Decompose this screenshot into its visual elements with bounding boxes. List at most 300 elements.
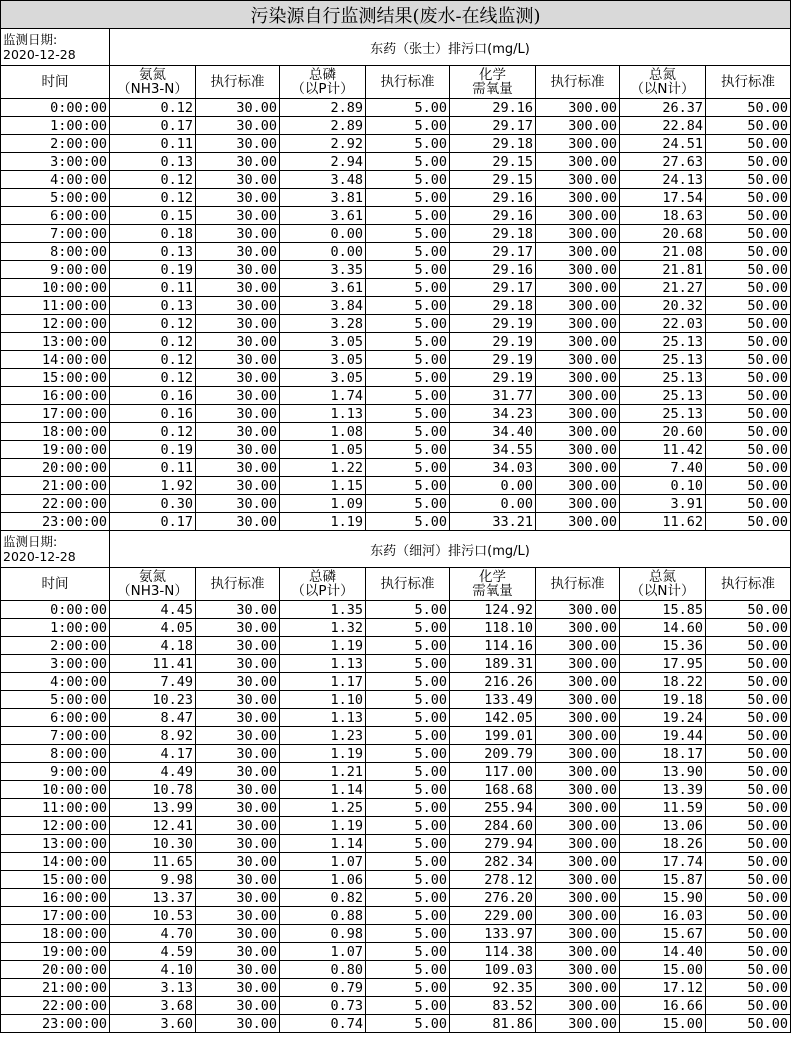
- value-cell: 142.05: [450, 709, 536, 727]
- value-cell: 5.00: [366, 441, 450, 459]
- value-cell: 300.00: [536, 997, 620, 1015]
- column-header-row: [1, 66, 791, 99]
- value-cell: 300.00: [536, 225, 620, 243]
- value-cell: 300.00: [536, 117, 620, 135]
- value-cell: 5.00: [366, 727, 450, 745]
- table-row: [1, 423, 791, 441]
- value-cell: 5.00: [366, 997, 450, 1015]
- value-cell: 5.00: [366, 279, 450, 297]
- time-cell: 7:00:00: [1, 225, 110, 243]
- value-cell: 4.59: [110, 943, 196, 961]
- value-cell: 168.68: [450, 781, 536, 799]
- value-cell: 0.19: [110, 261, 196, 279]
- value-cell: 0.12: [110, 333, 196, 351]
- value-cell: 30.00: [196, 117, 280, 135]
- table-row: [1, 441, 791, 459]
- time-cell: 19:00:00: [1, 441, 110, 459]
- table-row: [1, 925, 791, 943]
- section-header-row: [1, 29, 791, 66]
- value-cell: 50.00: [706, 423, 791, 441]
- table-row: [1, 835, 791, 853]
- value-cell: 21.27: [620, 279, 706, 297]
- table-row: [1, 781, 791, 799]
- table-row: [1, 279, 791, 297]
- value-cell: 50.00: [706, 225, 791, 243]
- value-cell: 3.48: [280, 171, 366, 189]
- value-cell: 5.00: [366, 907, 450, 925]
- value-cell: 0.11: [110, 459, 196, 477]
- value-cell: 21.81: [620, 261, 706, 279]
- table-row: [1, 315, 791, 333]
- table-row: [1, 207, 791, 225]
- time-cell: 18:00:00: [1, 423, 110, 441]
- table-row: [1, 673, 791, 691]
- time-cell: 22:00:00: [1, 997, 110, 1015]
- table-row: [1, 369, 791, 387]
- value-cell: 300.00: [536, 763, 620, 781]
- value-cell: 1.07: [280, 943, 366, 961]
- value-cell: 4.10: [110, 961, 196, 979]
- value-cell: 4.18: [110, 637, 196, 655]
- value-cell: 0.12: [110, 351, 196, 369]
- time-cell: 5:00:00: [1, 691, 110, 709]
- value-cell: 17.95: [620, 655, 706, 673]
- time-cell: 9:00:00: [1, 261, 110, 279]
- value-cell: 1.10: [280, 691, 366, 709]
- value-cell: 0.19: [110, 441, 196, 459]
- value-cell: 7.40: [620, 459, 706, 477]
- value-cell: 5.00: [366, 853, 450, 871]
- value-cell: 14.40: [620, 943, 706, 961]
- value-cell: 18.26: [620, 835, 706, 853]
- value-cell: 0.00: [450, 495, 536, 513]
- time-cell: 14:00:00: [1, 853, 110, 871]
- table-row: [1, 871, 791, 889]
- value-cell: 30.00: [196, 423, 280, 441]
- value-cell: 278.12: [450, 871, 536, 889]
- time-cell: 21:00:00: [1, 979, 110, 997]
- time-cell: 23:00:00: [1, 513, 110, 531]
- value-cell: 30.00: [196, 997, 280, 1015]
- value-cell: 284.60: [450, 817, 536, 835]
- time-cell: 6:00:00: [1, 207, 110, 225]
- value-cell: 17.12: [620, 979, 706, 997]
- value-cell: 300.00: [536, 979, 620, 997]
- value-cell: 282.34: [450, 853, 536, 871]
- table-row: [1, 297, 791, 315]
- value-cell: 50.00: [706, 817, 791, 835]
- column-header: 执行标准: [196, 66, 280, 99]
- value-cell: 24.13: [620, 171, 706, 189]
- value-cell: 50.00: [706, 315, 791, 333]
- value-cell: 0.16: [110, 405, 196, 423]
- time-cell: 23:00:00: [1, 1015, 110, 1033]
- value-cell: 5.00: [366, 315, 450, 333]
- value-cell: 0.17: [110, 117, 196, 135]
- value-cell: 0.16: [110, 387, 196, 405]
- value-cell: 300.00: [536, 423, 620, 441]
- value-cell: 5.00: [366, 655, 450, 673]
- value-cell: 300.00: [536, 799, 620, 817]
- value-cell: 300.00: [536, 351, 620, 369]
- value-cell: 0.12: [110, 189, 196, 207]
- table-row: [1, 961, 791, 979]
- value-cell: 50.00: [706, 907, 791, 925]
- value-cell: 5.00: [366, 99, 450, 117]
- value-cell: 50.00: [706, 727, 791, 745]
- time-cell: 12:00:00: [1, 817, 110, 835]
- value-cell: 30.00: [196, 459, 280, 477]
- table-row: [1, 99, 791, 117]
- value-cell: 30.00: [196, 655, 280, 673]
- value-cell: 30.00: [196, 243, 280, 261]
- value-cell: 5.00: [366, 171, 450, 189]
- value-cell: 300.00: [536, 619, 620, 637]
- value-cell: 18.22: [620, 673, 706, 691]
- value-cell: 5.00: [366, 207, 450, 225]
- value-cell: 29.18: [450, 135, 536, 153]
- value-cell: 4.05: [110, 619, 196, 637]
- value-cell: 81.86: [450, 1015, 536, 1033]
- value-cell: 11.41: [110, 655, 196, 673]
- value-cell: 300.00: [536, 871, 620, 889]
- value-cell: 15.87: [620, 871, 706, 889]
- time-cell: 22:00:00: [1, 495, 110, 513]
- table-row: [1, 853, 791, 871]
- table-row: [1, 333, 791, 351]
- value-cell: 300.00: [536, 459, 620, 477]
- value-cell: 5.00: [366, 871, 450, 889]
- table-row: [1, 817, 791, 835]
- value-cell: 50.00: [706, 709, 791, 727]
- value-cell: 30.00: [196, 925, 280, 943]
- value-cell: 1.13: [280, 655, 366, 673]
- value-cell: 5.00: [366, 477, 450, 495]
- value-cell: 5.00: [366, 405, 450, 423]
- value-cell: 30.00: [196, 889, 280, 907]
- value-cell: 255.94: [450, 799, 536, 817]
- value-cell: 300.00: [536, 387, 620, 405]
- value-cell: 199.01: [450, 727, 536, 745]
- value-cell: 0.88: [280, 907, 366, 925]
- value-cell: 15.85: [620, 601, 706, 619]
- value-cell: 300.00: [536, 243, 620, 261]
- value-cell: 22.84: [620, 117, 706, 135]
- value-cell: 29.17: [450, 279, 536, 297]
- table-row: [1, 117, 791, 135]
- value-cell: 0.00: [450, 477, 536, 495]
- value-cell: 13.37: [110, 889, 196, 907]
- table-row: [1, 709, 791, 727]
- table-row: [1, 225, 791, 243]
- value-cell: 50.00: [706, 117, 791, 135]
- value-cell: 50.00: [706, 495, 791, 513]
- time-cell: 7:00:00: [1, 727, 110, 745]
- value-cell: 300.00: [536, 513, 620, 531]
- value-cell: 4.17: [110, 745, 196, 763]
- value-cell: 0.00: [280, 243, 366, 261]
- value-cell: 5.00: [366, 495, 450, 513]
- value-cell: 30.00: [196, 799, 280, 817]
- value-cell: 300.00: [536, 207, 620, 225]
- value-cell: 2.94: [280, 153, 366, 171]
- value-cell: 1.92: [110, 477, 196, 495]
- value-cell: 300.00: [536, 99, 620, 117]
- value-cell: 50.00: [706, 297, 791, 315]
- value-cell: 0.18: [110, 225, 196, 243]
- value-cell: 25.13: [620, 333, 706, 351]
- value-cell: 29.17: [450, 117, 536, 135]
- time-cell: 20:00:00: [1, 961, 110, 979]
- value-cell: 50.00: [706, 889, 791, 907]
- value-cell: 3.35: [280, 261, 366, 279]
- outlet-name: 东药（张士）排污口(mg/L): [110, 29, 791, 66]
- column-header: 执行标准: [366, 568, 450, 601]
- value-cell: 300.00: [536, 655, 620, 673]
- date-label: 监测日期:: [3, 534, 58, 549]
- value-cell: 0.11: [110, 135, 196, 153]
- value-cell: 50.00: [706, 189, 791, 207]
- value-cell: 11.59: [620, 799, 706, 817]
- time-cell: 4:00:00: [1, 673, 110, 691]
- column-header: 执行标准: [706, 568, 791, 601]
- value-cell: 1.13: [280, 405, 366, 423]
- value-cell: 29.16: [450, 189, 536, 207]
- value-cell: 1.25: [280, 799, 366, 817]
- value-cell: 50.00: [706, 601, 791, 619]
- value-cell: 50.00: [706, 745, 791, 763]
- value-cell: 34.55: [450, 441, 536, 459]
- value-cell: 1.08: [280, 423, 366, 441]
- column-header: 执行标准: [366, 66, 450, 99]
- table-row: [1, 799, 791, 817]
- value-cell: 17.74: [620, 853, 706, 871]
- table-row: [1, 495, 791, 513]
- value-cell: 30.00: [196, 709, 280, 727]
- value-cell: 1.07: [280, 853, 366, 871]
- value-cell: 30.00: [196, 351, 280, 369]
- value-cell: 50.00: [706, 925, 791, 943]
- table-row: [1, 601, 791, 619]
- value-cell: 3.61: [280, 279, 366, 297]
- table-row: [1, 171, 791, 189]
- value-cell: 50.00: [706, 637, 791, 655]
- value-cell: 300.00: [536, 153, 620, 171]
- value-cell: 5.00: [366, 459, 450, 477]
- value-cell: 50.00: [706, 369, 791, 387]
- value-cell: 29.15: [450, 153, 536, 171]
- table-row: [1, 943, 791, 961]
- value-cell: 1.21: [280, 763, 366, 781]
- value-cell: 30.00: [196, 763, 280, 781]
- value-cell: 300.00: [536, 315, 620, 333]
- value-cell: 50.00: [706, 387, 791, 405]
- time-cell: 16:00:00: [1, 889, 110, 907]
- value-cell: 300.00: [536, 601, 620, 619]
- value-cell: 92.35: [450, 979, 536, 997]
- value-cell: 30.00: [196, 979, 280, 997]
- value-cell: 5.00: [366, 297, 450, 315]
- table-row: [1, 619, 791, 637]
- value-cell: 50.00: [706, 763, 791, 781]
- value-cell: 5.00: [366, 637, 450, 655]
- table-row: [1, 691, 791, 709]
- value-cell: 50.00: [706, 513, 791, 531]
- value-cell: 3.60: [110, 1015, 196, 1033]
- table-row: [1, 907, 791, 925]
- value-cell: 11.42: [620, 441, 706, 459]
- value-cell: 20.32: [620, 297, 706, 315]
- value-cell: 279.94: [450, 835, 536, 853]
- value-cell: 4.70: [110, 925, 196, 943]
- value-cell: 1.35: [280, 601, 366, 619]
- value-cell: 10.78: [110, 781, 196, 799]
- time-cell: 2:00:00: [1, 135, 110, 153]
- value-cell: 30.00: [196, 441, 280, 459]
- value-cell: 1.23: [280, 727, 366, 745]
- value-cell: 29.19: [450, 315, 536, 333]
- time-cell: 17:00:00: [1, 907, 110, 925]
- value-cell: 300.00: [536, 745, 620, 763]
- value-cell: 5.00: [366, 619, 450, 637]
- value-cell: 300.00: [536, 189, 620, 207]
- value-cell: 1.14: [280, 835, 366, 853]
- value-cell: 34.40: [450, 423, 536, 441]
- value-cell: 50.00: [706, 997, 791, 1015]
- value-cell: 3.05: [280, 333, 366, 351]
- value-cell: 30.00: [196, 513, 280, 531]
- value-cell: 27.63: [620, 153, 706, 171]
- time-cell: 3:00:00: [1, 153, 110, 171]
- value-cell: 30.00: [196, 279, 280, 297]
- value-cell: 1.05: [280, 441, 366, 459]
- value-cell: 30.00: [196, 315, 280, 333]
- value-cell: 29.16: [450, 207, 536, 225]
- outlet-name: 东药（细河）排污口(mg/L): [110, 531, 791, 568]
- value-cell: 300.00: [536, 907, 620, 925]
- time-cell: 11:00:00: [1, 799, 110, 817]
- column-header: 执行标准: [536, 568, 620, 601]
- value-cell: 1.06: [280, 871, 366, 889]
- value-cell: 216.26: [450, 673, 536, 691]
- value-cell: 124.92: [450, 601, 536, 619]
- value-cell: 1.09: [280, 495, 366, 513]
- value-cell: 1.22: [280, 459, 366, 477]
- value-cell: 5.00: [366, 943, 450, 961]
- value-cell: 2.89: [280, 117, 366, 135]
- value-cell: 0.12: [110, 171, 196, 189]
- value-cell: 300.00: [536, 943, 620, 961]
- value-cell: 19.18: [620, 691, 706, 709]
- column-header-row: [1, 568, 791, 601]
- value-cell: 5.00: [366, 709, 450, 727]
- value-cell: 5.00: [366, 673, 450, 691]
- value-cell: 19.44: [620, 727, 706, 745]
- table-row: [1, 655, 791, 673]
- value-cell: 300.00: [536, 691, 620, 709]
- value-cell: 0.79: [280, 979, 366, 997]
- value-cell: 3.84: [280, 297, 366, 315]
- value-cell: 11.62: [620, 513, 706, 531]
- time-cell: 5:00:00: [1, 189, 110, 207]
- value-cell: 5.00: [366, 387, 450, 405]
- value-cell: 0.98: [280, 925, 366, 943]
- value-cell: 0.17: [110, 513, 196, 531]
- value-cell: 11.65: [110, 853, 196, 871]
- value-cell: 10.53: [110, 907, 196, 925]
- time-cell: 9:00:00: [1, 763, 110, 781]
- value-cell: 50.00: [706, 351, 791, 369]
- time-cell: 0:00:00: [1, 601, 110, 619]
- value-cell: 5.00: [366, 135, 450, 153]
- value-cell: 3.05: [280, 369, 366, 387]
- value-cell: 300.00: [536, 261, 620, 279]
- value-cell: 5.00: [366, 601, 450, 619]
- value-cell: 15.67: [620, 925, 706, 943]
- time-cell: 21:00:00: [1, 477, 110, 495]
- value-cell: 30.00: [196, 673, 280, 691]
- value-cell: 50.00: [706, 153, 791, 171]
- value-cell: 300.00: [536, 817, 620, 835]
- value-cell: 13.39: [620, 781, 706, 799]
- value-cell: 3.13: [110, 979, 196, 997]
- value-cell: 5.00: [366, 1015, 450, 1033]
- value-cell: 300.00: [536, 889, 620, 907]
- value-cell: 15.00: [620, 1015, 706, 1033]
- value-cell: 5.00: [366, 835, 450, 853]
- value-cell: 5.00: [366, 153, 450, 171]
- time-cell: 1:00:00: [1, 619, 110, 637]
- date-label: 监测日期:: [3, 32, 58, 47]
- value-cell: 30.00: [196, 691, 280, 709]
- value-cell: 29.16: [450, 261, 536, 279]
- value-cell: 50.00: [706, 655, 791, 673]
- value-cell: 50.00: [706, 459, 791, 477]
- value-cell: 17.54: [620, 189, 706, 207]
- value-cell: 300.00: [536, 405, 620, 423]
- table-row: [1, 637, 791, 655]
- time-cell: 11:00:00: [1, 297, 110, 315]
- value-cell: 29.16: [450, 99, 536, 117]
- value-cell: 3.81: [280, 189, 366, 207]
- section-header-row: [1, 531, 791, 568]
- value-cell: 5.00: [366, 925, 450, 943]
- table-row: [1, 459, 791, 477]
- value-cell: 13.99: [110, 799, 196, 817]
- page-title: 污染源自行监测结果(废水-在线监测): [1, 1, 791, 29]
- value-cell: 15.00: [620, 961, 706, 979]
- value-cell: 5.00: [366, 691, 450, 709]
- value-cell: 4.45: [110, 601, 196, 619]
- value-cell: 30.00: [196, 835, 280, 853]
- value-cell: 0.74: [280, 1015, 366, 1033]
- value-cell: 34.03: [450, 459, 536, 477]
- value-cell: 50.00: [706, 835, 791, 853]
- value-cell: 30.00: [196, 297, 280, 315]
- value-cell: 5.00: [366, 979, 450, 997]
- value-cell: 300.00: [536, 369, 620, 387]
- value-cell: 21.08: [620, 243, 706, 261]
- value-cell: 50.00: [706, 979, 791, 997]
- column-header: 总氮 （以N计）: [620, 66, 706, 99]
- value-cell: 0.10: [620, 477, 706, 495]
- column-header: 氨氮 （NH3-N）: [110, 66, 196, 99]
- column-header: 氨氮 （NH3-N）: [110, 568, 196, 601]
- value-cell: 34.23: [450, 405, 536, 423]
- value-cell: 300.00: [536, 925, 620, 943]
- value-cell: 33.21: [450, 513, 536, 531]
- value-cell: 5.00: [366, 817, 450, 835]
